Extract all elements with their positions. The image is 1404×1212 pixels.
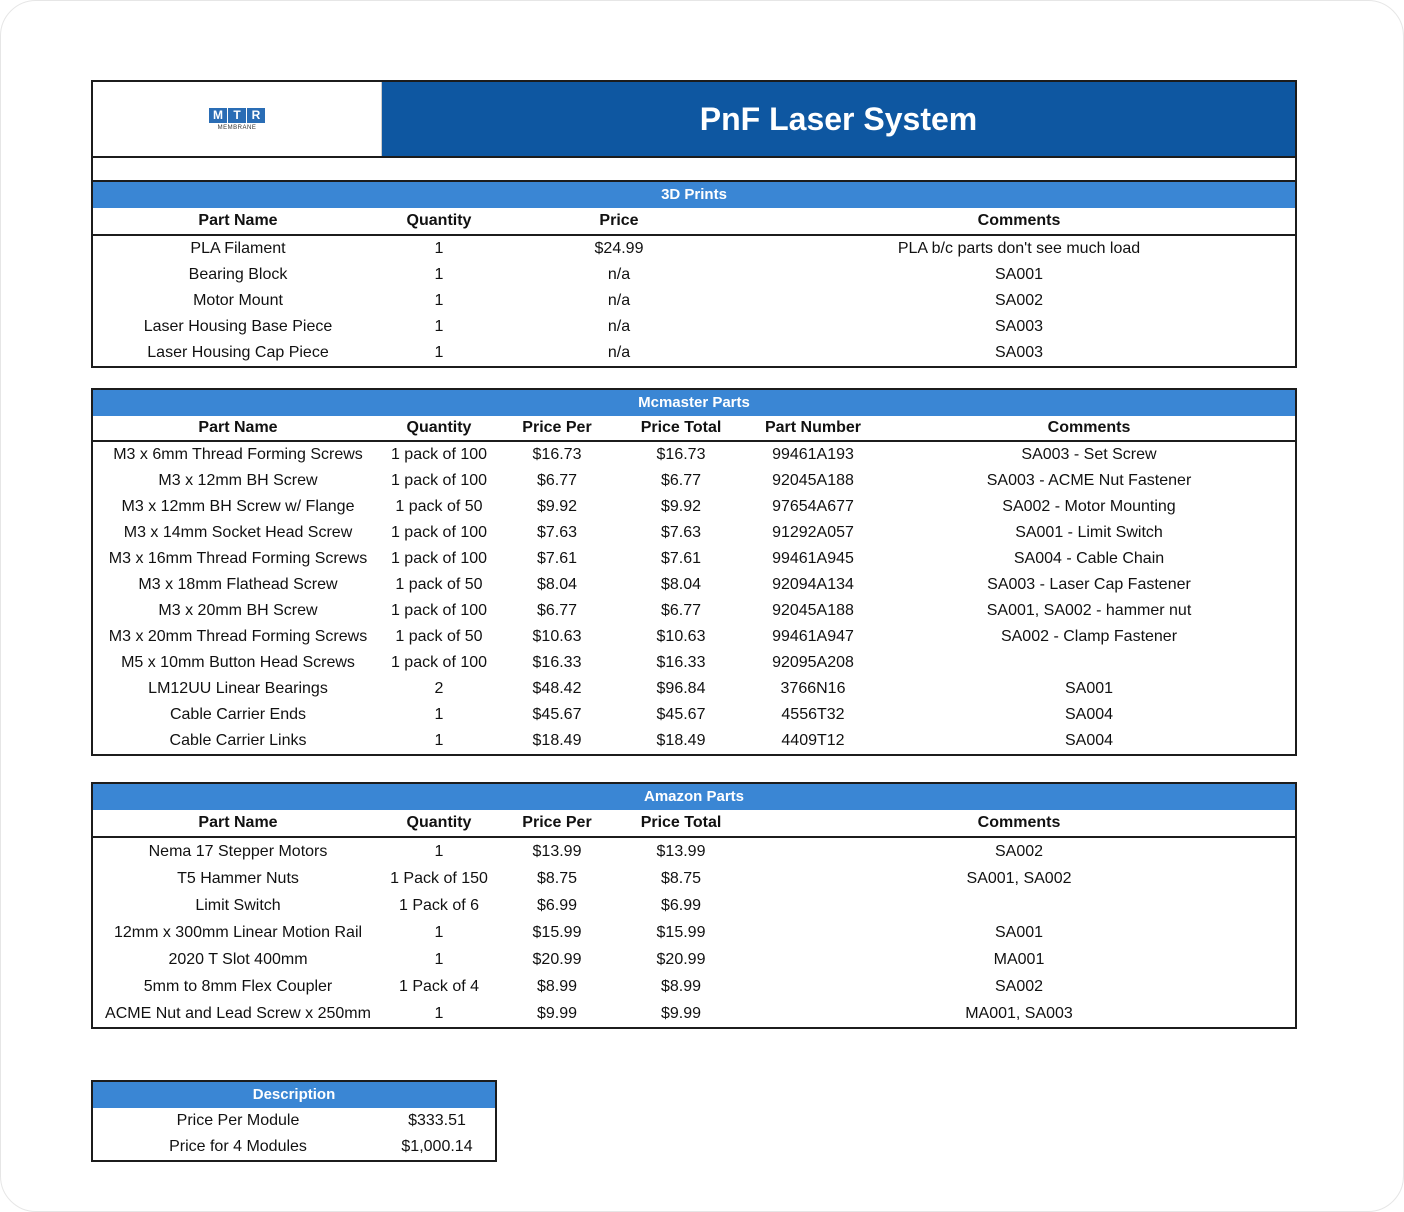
table-cell: M3 x 14mm Socket Head Screw [123, 524, 353, 541]
table-cell: Cable Carrier Ends [169, 706, 307, 723]
table-cell: PLA b/c parts don't see much load [897, 240, 1141, 257]
sheet-header [91, 80, 1297, 158]
table-cell: MA001, SA003 [965, 1005, 1073, 1022]
table-cell: SA002 - Motor Mounting [1002, 498, 1176, 515]
table-cell: T5 Hammer Nuts [177, 870, 299, 887]
table-cell: $1,000.14 [401, 1138, 473, 1155]
table-row [93, 572, 1295, 598]
table-cell: M3 x 16mm Thread Forming Screws [108, 550, 368, 567]
column-header: Comments [977, 814, 1061, 831]
table-title: Amazon Parts [93, 784, 1295, 810]
table-row [93, 1134, 495, 1160]
table-cell: 4556T32 [781, 706, 845, 723]
table-cell: 1 [434, 344, 444, 361]
column-header: Part Name [198, 419, 278, 436]
table-cell: 3766N16 [780, 680, 846, 697]
table-cell: $8.99 [660, 978, 702, 995]
table-cell: 1 pack of 50 [395, 576, 483, 593]
table-cell: Bearing Block [188, 266, 288, 283]
table-row [93, 838, 1295, 865]
table-title: Mcmaster Parts [93, 390, 1295, 416]
table-title: Description [93, 1082, 495, 1108]
column-header: Comments [977, 212, 1061, 229]
table-cell: $48.42 [532, 680, 582, 697]
table-cell: SA001 [994, 924, 1044, 941]
table-cell: 1 [434, 706, 444, 723]
table-row [93, 919, 1295, 946]
table-cell: 1 Pack of 4 [398, 978, 480, 995]
table-cell: $45.67 [656, 706, 706, 723]
table-cell: n/a [607, 344, 631, 361]
table-cell [883, 650, 1295, 676]
table-cell: $6.77 [660, 472, 702, 489]
table-cell: PLA Filament [190, 240, 286, 257]
table-cell: 2 [434, 680, 444, 697]
table-cell: SA003 - Set Screw [1021, 446, 1157, 463]
table-cell: SA001 [1064, 680, 1114, 697]
table-row [93, 520, 1295, 546]
table-cell: $16.33 [656, 654, 706, 671]
table-cell: M3 x 20mm Thread Forming Screws [108, 628, 368, 645]
table-row [93, 468, 1295, 494]
table-cell: $9.99 [660, 1005, 702, 1022]
amazon-table [91, 782, 1297, 1029]
table-cell: $7.61 [536, 550, 578, 567]
table-cell: 1 Pack of 150 [390, 870, 488, 887]
table-cell: 92095A208 [772, 654, 854, 671]
table-cell: SA002 [994, 843, 1044, 860]
table-cell: $9.92 [660, 498, 702, 515]
description-table [91, 1080, 497, 1162]
table-cell: 2020 T Slot 400mm [168, 951, 308, 968]
page-title: PnF Laser System [382, 82, 1295, 156]
table-cell: 97654A677 [772, 498, 854, 515]
table-cell: M3 x 12mm BH Screw w/ Flange [121, 498, 355, 515]
table-cell: $15.99 [532, 924, 582, 941]
table-cell: 4409T12 [781, 732, 845, 749]
prints-table [91, 180, 1297, 368]
logo-letter: R [247, 108, 265, 123]
table-cell: M3 x 12mm BH Screw [158, 472, 318, 489]
column-header: Quantity [406, 419, 472, 436]
table-cell: 92094A134 [772, 576, 854, 593]
table-cell: Motor Mount [193, 292, 283, 309]
column-header: Price [599, 212, 639, 229]
mcmaster-table [91, 388, 1297, 756]
table-cell: 1 [434, 732, 444, 749]
table-row [93, 650, 1295, 676]
table-cell: $7.61 [660, 550, 702, 567]
table-cell: $16.33 [532, 654, 582, 671]
table-cell: 92045A188 [772, 472, 854, 489]
table-cell: $6.77 [660, 602, 702, 619]
table-row [93, 1108, 495, 1134]
table-cell: 1 [434, 843, 444, 860]
table-body [93, 442, 1295, 754]
table-cell: SA001, SA002 [966, 870, 1072, 887]
logo-subtitle: MEMBRANE [217, 124, 257, 131]
table-cell: $24.99 [594, 240, 644, 257]
table-cell: $10.63 [532, 628, 582, 645]
table-row [93, 973, 1295, 1000]
table-cell: $13.99 [656, 843, 706, 860]
column-header: Part Number [764, 419, 862, 436]
table-body [93, 838, 1295, 1027]
table-cell: 5mm to 8mm Flex Coupler [143, 978, 333, 995]
table-cell: 12mm x 300mm Linear Motion Rail [113, 924, 363, 941]
table-cell: M5 x 10mm Button Head Screws [121, 654, 355, 671]
table-cell: SA003 [994, 344, 1044, 361]
table-cell: 1 pack of 100 [390, 472, 488, 489]
company-logo [209, 108, 265, 131]
table-cell [743, 892, 1295, 919]
table-row [93, 702, 1295, 728]
table-cell: 1 [434, 240, 444, 257]
table-cell: MA001 [993, 951, 1045, 968]
table-cell: $8.75 [660, 870, 702, 887]
table-cell: SA004 - Cable Chain [1013, 550, 1165, 567]
table-cell: SA001 [994, 266, 1044, 283]
table-row [93, 494, 1295, 520]
table-cell: $6.99 [660, 897, 702, 914]
table-cell: n/a [607, 266, 631, 283]
table-cell: $16.73 [656, 446, 706, 463]
table-cell: 1 pack of 50 [395, 628, 483, 645]
logo-letter: M [209, 108, 227, 123]
table-cell: SA002 [994, 978, 1044, 995]
table-cell: $8.04 [660, 576, 702, 593]
table-cell: $7.63 [660, 524, 702, 541]
table-row [93, 340, 1295, 366]
table-cell: Cable Carrier Links [169, 732, 307, 749]
table-row [93, 728, 1295, 754]
table-cell: SA001, SA002 - hammer nut [986, 602, 1192, 619]
table-cell: $18.49 [532, 732, 582, 749]
table-row [93, 676, 1295, 702]
table-cell: $20.99 [656, 951, 706, 968]
column-header: Part Name [198, 814, 278, 831]
table-cell: M3 x 18mm Flathead Screw [138, 576, 338, 593]
table-cell: $6.99 [536, 897, 578, 914]
column-header: Price Total [640, 419, 722, 436]
table-cell: SA003 - ACME Nut Fastener [986, 472, 1192, 489]
column-header: Quantity [406, 814, 472, 831]
table-cell: Limit Switch [195, 897, 281, 914]
table-cell: Laser Housing Base Piece [143, 318, 333, 335]
table-cell: 99461A947 [772, 628, 854, 645]
table-cell: M3 x 20mm BH Screw [158, 602, 318, 619]
table-cell: $9.99 [536, 1005, 578, 1022]
table-cell: $333.51 [408, 1112, 466, 1129]
table-row [93, 236, 1295, 262]
table-row [93, 314, 1295, 340]
table-cell: SA004 [1064, 706, 1114, 723]
table-cell: 1 pack of 100 [390, 524, 488, 541]
table-cell: Price for 4 Modules [169, 1138, 307, 1155]
table-cell: $9.92 [536, 498, 578, 515]
table-cell: 1 pack of 100 [390, 654, 488, 671]
table-body [93, 236, 1295, 366]
table-cell: $13.99 [532, 843, 582, 860]
column-header: Price Per [522, 814, 592, 831]
table-cell: SA001 - Limit Switch [1015, 524, 1163, 541]
column-header: Part Name [198, 212, 278, 229]
table-cell: $8.04 [536, 576, 578, 593]
spacer-row [91, 156, 1297, 182]
table-cell: n/a [607, 318, 631, 335]
table-row [93, 1000, 1295, 1027]
table-row [93, 546, 1295, 572]
table-cell: 1 pack of 100 [390, 550, 488, 567]
table-cell: M3 x 6mm Thread Forming Screws [113, 446, 363, 463]
table-row [93, 442, 1295, 468]
table-cell: 1 [434, 318, 444, 335]
table-cell: 1 [434, 1005, 444, 1022]
table-cell: ACME Nut and Lead Screw x 250mm [105, 1005, 371, 1022]
table-body [93, 1108, 495, 1160]
table-cell: LM12UU Linear Bearings [148, 680, 328, 697]
table-header-row [93, 810, 1295, 838]
table-cell: $6.77 [536, 472, 578, 489]
table-row [93, 598, 1295, 624]
table-cell: $18.49 [656, 732, 706, 749]
table-cell: 1 [434, 951, 444, 968]
table-cell: 92045A188 [772, 602, 854, 619]
table-row [93, 865, 1295, 892]
column-header: Price Per [522, 419, 592, 436]
table-cell: 99461A945 [772, 550, 854, 567]
table-cell: Nema 17 Stepper Motors [148, 843, 328, 860]
table-cell: $15.99 [656, 924, 706, 941]
column-header: Price Total [640, 814, 722, 831]
table-row [93, 892, 1295, 919]
table-cell: 1 pack of 100 [390, 446, 488, 463]
table-cell: SA004 [1064, 732, 1114, 749]
table-header-row [93, 416, 1295, 442]
table-row [93, 288, 1295, 314]
column-header: Comments [1047, 419, 1131, 436]
column-header: Quantity [406, 212, 472, 229]
table-cell: $7.63 [536, 524, 578, 541]
table-cell: Price Per Module [176, 1112, 300, 1129]
logo-letter: T [228, 108, 246, 123]
table-cell: SA003 - Laser Cap Fastener [987, 576, 1191, 593]
table-cell: $20.99 [532, 951, 582, 968]
table-cell: SA002 - Clamp Fastener [1000, 628, 1178, 645]
table-title: 3D Prints [93, 182, 1295, 208]
table-cell: 1 [434, 924, 444, 941]
table-cell: $10.63 [656, 628, 706, 645]
table-cell: 1 pack of 100 [390, 602, 488, 619]
table-cell: SA002 [994, 292, 1044, 309]
table-row [93, 262, 1295, 288]
table-header-row [93, 208, 1295, 236]
table-cell: $8.99 [536, 978, 578, 995]
logo-cell [93, 82, 382, 156]
table-cell: $45.67 [532, 706, 582, 723]
table-cell: 1 [434, 266, 444, 283]
table-cell: SA003 [994, 318, 1044, 335]
table-row [93, 946, 1295, 973]
table-cell: 1 Pack of 6 [398, 897, 480, 914]
table-cell: 1 pack of 50 [395, 498, 483, 515]
table-cell: $16.73 [532, 446, 582, 463]
table-cell: n/a [607, 292, 631, 309]
table-row [93, 624, 1295, 650]
table-cell: 1 [434, 292, 444, 309]
table-cell: 91292A057 [772, 524, 854, 541]
table-cell: 99461A193 [772, 446, 854, 463]
table-cell: $6.77 [536, 602, 578, 619]
table-cell: Laser Housing Cap Piece [147, 344, 329, 361]
table-cell: $96.84 [656, 680, 706, 697]
table-cell: $8.75 [536, 870, 578, 887]
